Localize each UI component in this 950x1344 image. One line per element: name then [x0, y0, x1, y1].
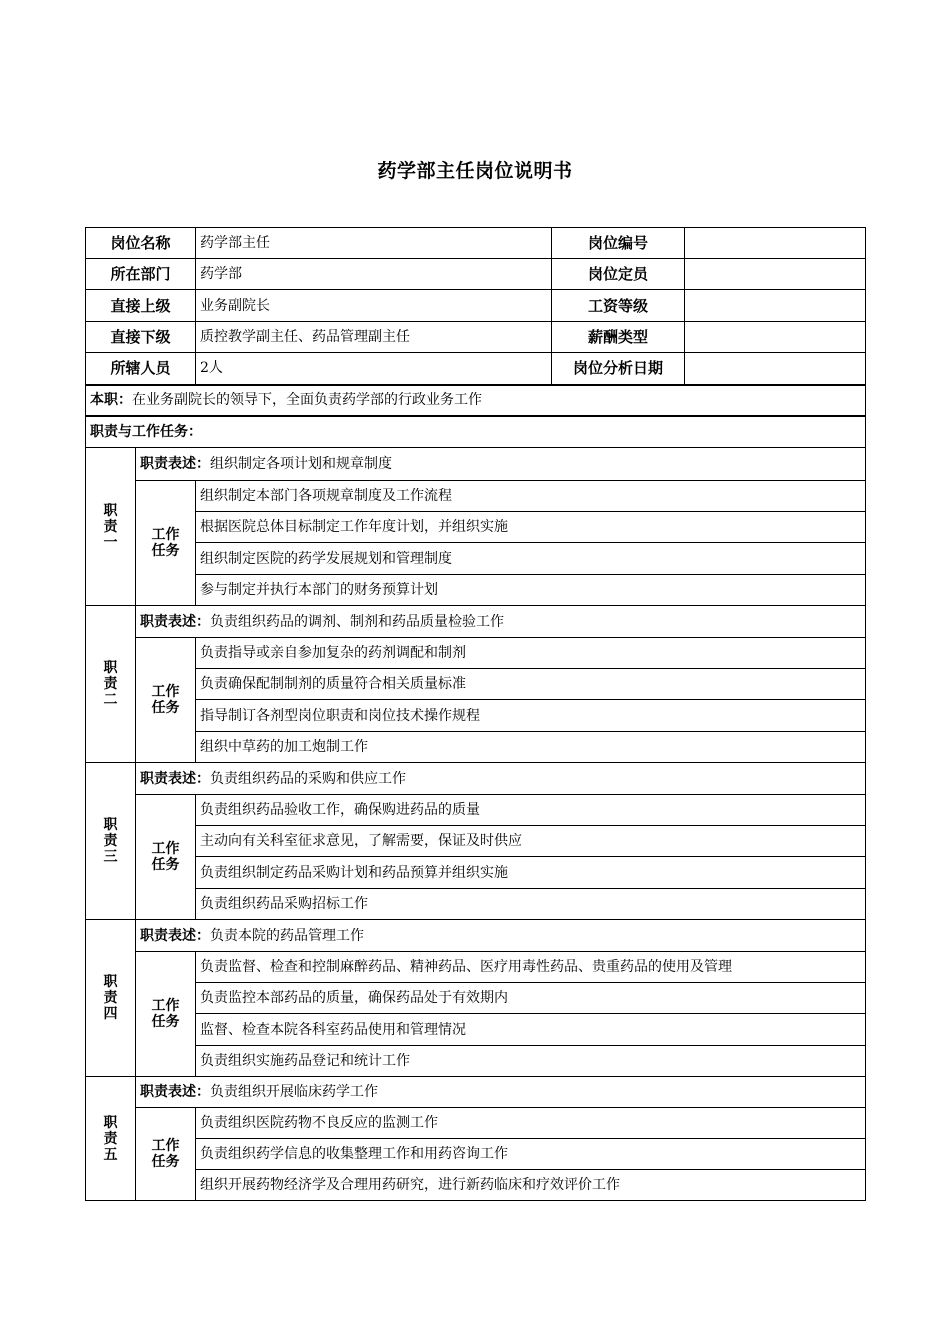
task-group-label	[136, 481, 196, 606]
task-item: 组织开展药物经济学及合理用药研究，进行新药临床和疗效评价工作	[196, 1170, 866, 1201]
task-row	[86, 1170, 866, 1201]
duty-desc-cell	[136, 606, 866, 638]
duty-desc-label: 职责表述：	[140, 613, 210, 630]
task-row	[86, 1139, 866, 1170]
duty-desc-text: 负责组织药品的采购和供应工作	[210, 770, 406, 787]
info-row	[86, 353, 866, 385]
task-label-line: 任务	[151, 543, 180, 559]
task-group-label	[136, 795, 196, 920]
duty-desc-row	[86, 606, 866, 638]
task-item: 负责组织实施药品登记和统计工作	[196, 1046, 866, 1077]
task-row	[86, 1108, 866, 1139]
task-item: 负责组织药品验收工作，确保购进药品的质量	[196, 795, 866, 826]
duty-name-char: 责	[103, 833, 118, 849]
field-label: 直接上级	[86, 290, 196, 322]
task-row	[86, 826, 866, 857]
task-item: 负责组织医院药物不良反应的监测工作	[196, 1108, 866, 1139]
task-row	[86, 512, 866, 543]
task-item: 负责指导或亲自参加复杂的药剂调配和制剂	[196, 638, 866, 669]
duty-name-char: 四	[103, 1006, 118, 1022]
page-title: 药学部主任岗位说明书	[377, 160, 573, 182]
duty-desc-label: 职责表述：	[140, 927, 210, 944]
task-label-line: 任务	[151, 1154, 180, 1170]
field-label: 工资等级	[552, 290, 685, 322]
duty-desc-cell	[136, 920, 866, 952]
field-label: 岗位编号	[552, 228, 685, 259]
field-label: 所在部门	[86, 259, 196, 290]
duty-name	[86, 920, 136, 1077]
task-label-line: 工作	[151, 684, 180, 700]
field-value: 2人	[196, 353, 552, 385]
duty-name-char: 职	[103, 660, 118, 676]
task-label-line: 工作	[151, 1138, 180, 1154]
task-item: 根据医院总体目标制定工作年度计划，并组织实施	[196, 512, 866, 543]
duty-desc-row	[86, 448, 866, 481]
field-value: 药学部主任	[196, 228, 552, 259]
duty-name-char: 责	[103, 1130, 118, 1147]
info-row	[86, 290, 866, 322]
task-row	[86, 1014, 866, 1046]
task-row	[86, 1046, 866, 1077]
task-row	[86, 543, 866, 575]
duty-desc-row	[86, 763, 866, 795]
summary-cell	[86, 385, 866, 416]
duty-desc-cell	[136, 448, 866, 481]
task-row	[86, 732, 866, 763]
task-item: 指导制订各剂型岗位职责和岗位技术操作规程	[196, 700, 866, 732]
task-item: 主动向有关科室征求意见，了解需要，保证及时供应	[196, 826, 866, 857]
field-label: 岗位名称	[86, 228, 196, 259]
task-group-label	[136, 638, 196, 763]
duty-name-char: 二	[103, 692, 118, 708]
duty-name-char: 职	[103, 974, 118, 990]
task-item: 负责监控本部药品的质量，确保药品处于有效期内	[196, 983, 866, 1014]
task-row	[86, 952, 866, 983]
info-row	[86, 322, 866, 353]
task-item: 负责组织制定药品采购计划和药品预算并组织实施	[196, 857, 866, 889]
task-row	[86, 575, 866, 606]
field-value: 药学部	[196, 259, 552, 290]
duty-desc-label: 职责表述：	[140, 456, 210, 472]
duty-name-char: 一	[103, 534, 118, 551]
summary-text: 在业务副院长的领导下，全面负责药学部的行政业务工作	[132, 392, 482, 408]
duties-header-row	[86, 416, 866, 448]
task-item: 负责监督、检查和控制麻醉药品、精神药品、医疗用毒性药品、贵重药品的使用及管理	[196, 952, 866, 983]
field-label: 岗位分析日期	[552, 353, 685, 385]
field-label: 所辖人员	[86, 353, 196, 385]
duty-desc-text: 负责组织药品的调剂、制剂和药品质量检验工作	[210, 613, 504, 630]
task-item: 负责组织药品采购招标工作	[196, 889, 866, 920]
summary-row	[86, 385, 866, 416]
duty-desc-label: 职责表述：	[140, 770, 210, 787]
summary-label: 本职：	[90, 392, 132, 408]
duty-name-char: 职	[103, 502, 118, 519]
duty-name-char: 责	[103, 676, 118, 692]
duties-header: 职责与工作任务：	[86, 416, 866, 448]
task-row	[86, 983, 866, 1014]
duty-desc-text: 负责组织开展临床药学工作	[210, 1084, 378, 1100]
task-item: 组织制定本部门各项规章制度及工作流程	[196, 481, 866, 512]
info-row	[86, 259, 866, 290]
task-label-line: 工作	[151, 998, 180, 1014]
field-value	[685, 228, 866, 259]
field-value	[685, 322, 866, 353]
field-value: 质控教学副主任、药品管理副主任	[196, 322, 552, 353]
duty-name-char: 职	[103, 1114, 118, 1131]
duty-name	[86, 1077, 136, 1201]
task-row	[86, 481, 866, 512]
duty-name-char: 五	[103, 1146, 118, 1163]
duty-name	[86, 763, 136, 920]
duty-desc-row	[86, 1077, 866, 1108]
task-row	[86, 889, 866, 920]
task-row	[86, 669, 866, 700]
task-label-line: 工作	[151, 527, 180, 543]
field-label: 薪酬类型	[552, 322, 685, 353]
duty-name-char: 职	[103, 817, 118, 833]
task-row	[86, 857, 866, 889]
task-item: 参与制定并执行本部门的财务预算计划	[196, 575, 866, 606]
task-label-line: 工作	[151, 841, 180, 857]
duty-name-char: 责	[103, 990, 118, 1006]
task-label-line: 任务	[151, 1014, 180, 1030]
duty-name	[86, 606, 136, 763]
duty-name	[86, 448, 136, 606]
field-label: 岗位定员	[552, 259, 685, 290]
task-label-line: 任务	[151, 857, 180, 873]
task-group-label	[136, 952, 196, 1077]
task-item: 组织制定医院的药学发展规划和管理制度	[196, 543, 866, 575]
task-item: 负责组织药学信息的收集整理工作和用药咨询工作	[196, 1139, 866, 1170]
duty-name-char: 责	[103, 518, 118, 535]
field-value	[685, 290, 866, 322]
duty-desc-cell	[136, 1077, 866, 1108]
task-row	[86, 795, 866, 826]
field-value: 业务副院长	[196, 290, 552, 322]
duty-desc-cell	[136, 763, 866, 795]
task-item: 组织中草药的加工炮制工作	[196, 732, 866, 763]
info-row	[86, 228, 866, 259]
duty-desc-text: 组织制定各项计划和规章制度	[210, 456, 392, 472]
field-value	[685, 259, 866, 290]
field-value	[685, 353, 866, 385]
duty-desc-label: 职责表述：	[140, 1084, 210, 1100]
task-group-label	[136, 1108, 196, 1201]
duty-desc-text: 负责本院的药品管理工作	[210, 927, 364, 944]
task-item: 监督、检查本院各科室药品使用和管理情况	[196, 1014, 866, 1046]
field-label: 直接下级	[86, 322, 196, 353]
duty-desc-row	[86, 920, 866, 952]
task-item: 负责确保配制制剂的质量符合相关质量标准	[196, 669, 866, 700]
job-description-table	[85, 227, 866, 1201]
task-row	[86, 638, 866, 669]
task-label-line: 任务	[151, 700, 180, 716]
duty-name-char: 三	[103, 849, 118, 865]
task-row	[86, 700, 866, 732]
